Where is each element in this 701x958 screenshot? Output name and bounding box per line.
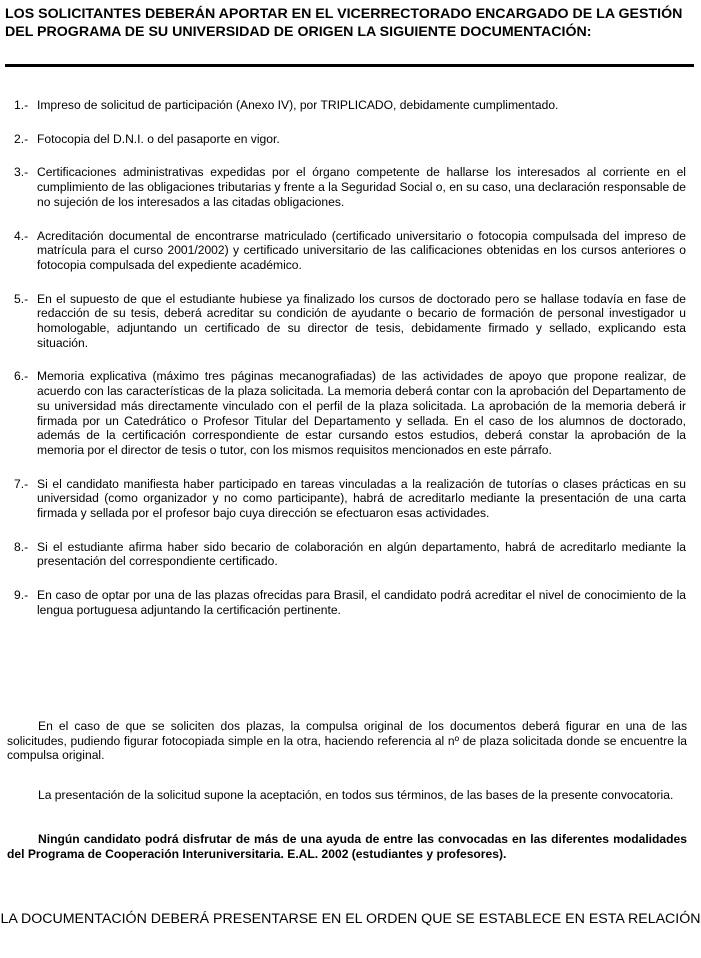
list-item <box>14 369 686 457</box>
compulsa-text: En el caso de que se soliciten dos plazas, la compulsa original de los documentos deberá figurar en una de las solicitudes, pudiendo figurar fotocopiada simple en la otra, haciendo referencia al nº de plaza solicitada donde se encuentre la compulsa original. <box>7 719 687 763</box>
item-text: Fotocopia del D.N.I. o del pasaporte en vigor. <box>37 131 280 146</box>
requirements-list <box>14 98 686 637</box>
list-item <box>14 165 686 209</box>
aceptacion-text: La presentación de la solicitud supone la aceptación, en todos sus términos, de las bases de la presente convocatoria. <box>38 788 674 802</box>
list-item <box>14 292 686 351</box>
title-divider <box>5 64 694 67</box>
page-title: LOS SOLICITANTES DEBERÁN APORTAR EN EL VICERRECTORADO ENCARGADO DE LA GESTIÓN DEL PROGRAMA DE SU UNIVERSIDAD DE ORIGEN LA SIGUIENTE DOCUMENTACIÓN: <box>5 6 683 40</box>
item-number: 2.- <box>14 131 29 146</box>
list-item <box>14 477 686 521</box>
compulsa-paragraph <box>7 719 687 763</box>
item-number: 3.- <box>14 165 29 180</box>
item-number: 4.- <box>14 228 29 243</box>
list-item <box>14 540 686 569</box>
item-text: Si el candidato manifiesta haber participado en tareas vinculadas a la realización de tutorías o clases prácticas en su universidad (como organizador y no como participante), habrá de acreditarlo mediante la presentación de una carta firmada y sellada por el profesor bajo cuya dirección se efectuaron esas actividades. <box>37 476 686 521</box>
list-item <box>14 229 686 273</box>
footer-note: LA DOCUMENTACIÓN DEBERÁ PRESENTARSE EN EL ORDEN QUE SE ESTABLECE EN ESTA RELACIÓN <box>0 911 701 927</box>
item-text: Si el estudiante afirma haber sido becario de colaboración en algún departamento, habrá de acreditarlo mediante la presentación del correspondiente certificado. <box>37 539 686 569</box>
list-item <box>14 588 686 617</box>
item-number: 9.- <box>14 588 29 603</box>
ninguno-paragraph <box>7 832 687 861</box>
item-number: 7.- <box>14 476 29 491</box>
item-text: En el supuesto de que el estudiante hubiese ya finalizado los cursos de doctorado pero se hallase todavía en fase de redacción de su tesis, deberá acreditar su condición de ayudante o becario de formación de personal investigador u homologable, adjuntando un certificado de su director de tesis, debidamente firmado y sellado, explicando esta situación. <box>37 291 686 350</box>
item-number: 5.- <box>14 291 29 306</box>
item-text: Certificaciones administrativas expedidas por el órgano competente de hallarse los interesados al corriente en el cumplimiento de las obligaciones tributarias y frente a la Seguridad Social o, en su caso, una declaración responsable de no sujeción de los interesados a las citadas obligaciones. <box>37 165 686 209</box>
item-text: Impreso de solicitud de participación (Anexo IV), por TRIPLICADO, debidamente cumplimentado. <box>37 98 559 112</box>
list-item <box>14 132 686 147</box>
item-number: 1.- <box>14 98 29 112</box>
item-text: En caso de optar por una de las plazas ofrecidas para Brasil, el candidato podrá acreditar el nivel de conocimiento de la lengua portuguesa adjuntando la certificación pertinente. <box>37 588 686 617</box>
item-text: Memoria explicativa (máximo tres páginas mecanografiadas) de las actividades de apoyo que propone realizar, de acuerdo con las características de la plaza solicitada. La memoria deberá contar con la aprobación del Departamento de su universidad más directamente vinculado con el perfil de la plaza solicitada. La aprobación de la memoria deberá ir firmada por un Catedrático o Profesor Titular del Departamento y sellada. En el caso de los alumnos de doctorado, además de la certificación correspondiente de estar cursando estos estudios, deberá constar la aprobación de la memoria por el director de tesis o tutor, con los mismos requisitos mencionados en este párrafo. <box>37 369 686 457</box>
item-number: 6.- <box>14 369 29 384</box>
list-item <box>14 98 686 113</box>
aceptacion-paragraph <box>7 788 687 803</box>
item-text: Acreditación documental de encontrarse matriculado (certificado universitario o fotocopia compulsada del impreso de matrícula para el curso 2001/2002) y certificado universitario de las calificaciones obtenidas en los cursos anteriores o fotocopia compulsada del expediente académico. <box>37 228 686 272</box>
item-number: 8.- <box>14 539 29 554</box>
ninguno-text: Ningún candidato podrá disfrutar de más de una ayuda de entre las convocadas en las diferentes modalidades del Programa de Cooperación Interuniversitaria. E.AL. 2002 (estudiantes y profesores). <box>7 832 687 861</box>
